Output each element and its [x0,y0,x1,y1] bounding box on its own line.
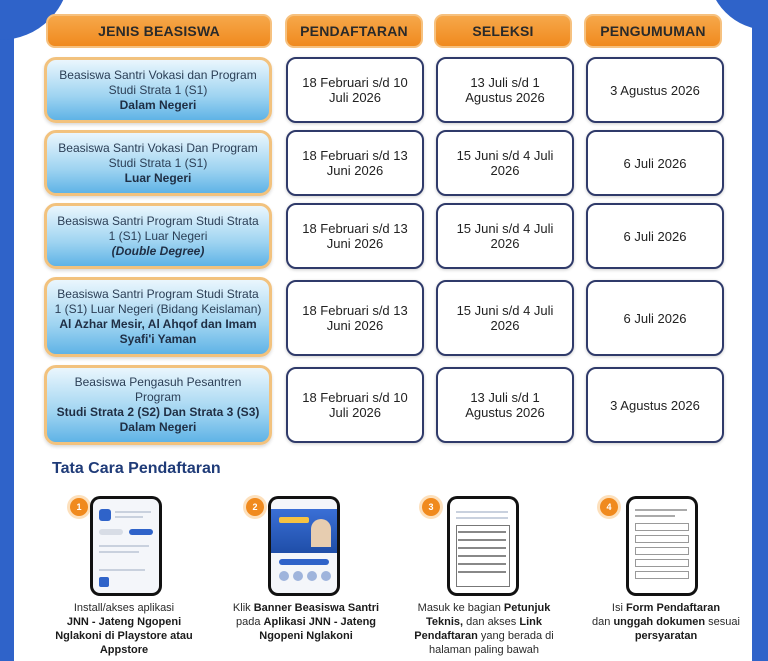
row-label-4-text: Beasiswa Santri Program Studi Strata 1 (S1) Luar Negeri (Bidang Keislaman) [54,287,262,316]
header-pengumuman [584,14,722,48]
row-3-pendaftaran-text: 18 Februari s/d 13 Juni 2026 [302,221,408,251]
step-2-number: 2 [246,498,264,516]
row-5-pengumuman [586,367,724,443]
row-label-1-text: Beasiswa Santri Vokasi dan Program Studi Strata 1 (S1) [59,67,257,97]
step-3-line3: yang berada di halaman paling bawah [428,630,554,656]
row-3-pendaftaran [286,203,424,269]
step-4-text [586,601,746,643]
header-seleksi [434,14,572,48]
row-label-2-bold: Luar Negeri [124,170,192,185]
step-4-number: 4 [600,498,618,516]
header-pendaftaran-label: PENDAFTARAN [300,23,408,39]
row-label-1-bold: Dalam Negeri [119,97,197,112]
step-4-bold2: unggah dokumen [613,616,706,628]
step-2-line1: Klik [232,602,251,614]
row-label-3-text: Beasiswa Santri Program Studi Strata 1 (S1) Luar Negeri [57,213,259,243]
row-1-seleksi [436,57,574,123]
step-3-number: 3 [422,498,440,516]
step-2-text [226,601,386,643]
header-pengumuman-label: PENGUMUMAN [600,23,706,39]
row-1-pendaftaran-text: 18 Februari s/d 10 Juli 2026 [302,75,408,105]
step-1-text [44,601,204,657]
step-4-line1: Isi [611,602,623,614]
row-2-seleksi [436,130,574,196]
row-label-5-text: Beasiswa Pengasuh Pesantren Program [74,375,242,404]
step-2-bold2: Aplikasi JNN - Jateng Ngopeni Nglakoni [259,616,377,642]
row-label-3 [44,203,272,269]
step-1-bold1: JNN - Jateng Ngopeni Nglakoni di Playstore atau Appstore [55,616,193,656]
step-2-phone-image [268,496,340,596]
row-label-4-bold: Al Azhar Mesir, Al Ahqof dan Imam Syafi'i Yaman [59,317,257,346]
step-4-phone-image [626,496,698,596]
step-4-bold1: Form Pendaftaran [625,602,721,614]
header-jenis-beasiswa [46,14,272,48]
step-1-phone-image [90,496,162,596]
step-4-line3: sesuai [708,616,740,628]
header-pendaftaran [285,14,423,48]
row-1-pengumuman-text: 3 Agustus 2026 [610,82,700,98]
row-4-seleksi-text: 15 Juni s/d 4 Juli 2026 [456,303,554,333]
step-3-bold2: Link Pendaftaran [414,616,542,642]
row-4-pendaftaran [286,280,424,356]
row-4-pendaftaran-text: 18 Februari s/d 13 Juni 2026 [302,303,408,333]
row-label-3-bold: (Double Degree) [111,243,205,258]
header-seleksi-label: SELEKSI [472,23,534,39]
row-2-pengumuman-text: 6 Juli 2026 [623,155,687,171]
steps-title: Tata Cara Pendaftaran [52,460,221,477]
step-3-text [404,601,564,657]
step-3-line1: Masuk ke bagian [417,602,501,614]
step-2-bold1: Banner Beasiswa Santri [253,602,380,614]
row-1-pendaftaran [286,57,424,123]
step-4-bold3: persyaratan [634,630,698,642]
row-3-pengumuman-text: 6 Juli 2026 [623,228,687,244]
row-2-seleksi-text: 15 Juni s/d 4 Juli 2026 [456,148,554,178]
row-1-pengumuman [586,57,724,123]
row-5-pendaftaran [286,367,424,443]
row-3-pengumuman [586,203,724,269]
row-4-pengumuman [586,280,724,356]
row-4-seleksi [436,280,574,356]
step-2-line2: pada [235,616,261,628]
step-4-line2: dan [592,616,611,628]
row-5-seleksi-text: 13 Juli s/d 1 Agustus 2026 [465,390,545,420]
row-label-5-bold: Studi Strata 2 (S2) Dan Strata 3 (S3) Dalam Negeri [56,405,260,434]
step-3-bold1: Petunjuk Teknis, [426,602,551,628]
row-label-2 [44,130,272,196]
step-3-phone-image [447,496,519,596]
row-3-seleksi-text: 15 Juni s/d 4 Juli 2026 [456,221,554,251]
row-3-seleksi [436,203,574,269]
row-2-pendaftaran-text: 18 Februari s/d 13 Juni 2026 [302,148,408,178]
row-2-pengumuman [586,130,724,196]
step-1-line1: Install/akses aplikasi [73,602,175,614]
row-5-pendaftaran-text: 18 Februari s/d 10 Juli 2026 [302,390,408,420]
row-4-pengumuman-text: 6 Juli 2026 [623,310,687,326]
row-label-1 [44,57,272,123]
header-jenis-label: JENIS BEASISWA [98,23,220,39]
row-1-seleksi-text: 13 Juli s/d 1 Agustus 2026 [465,75,545,105]
row-label-5 [44,365,272,445]
row-5-pengumuman-text: 3 Agustus 2026 [610,397,700,413]
row-label-2-text: Beasiswa Santri Vokasi Dan Program Studi Strata 1 (S1) [58,140,258,170]
row-label-4 [44,277,272,357]
step-3-line2: dan akses [466,616,517,628]
row-2-pendaftaran [286,130,424,196]
step-1-number: 1 [70,498,88,516]
row-5-seleksi [436,367,574,443]
